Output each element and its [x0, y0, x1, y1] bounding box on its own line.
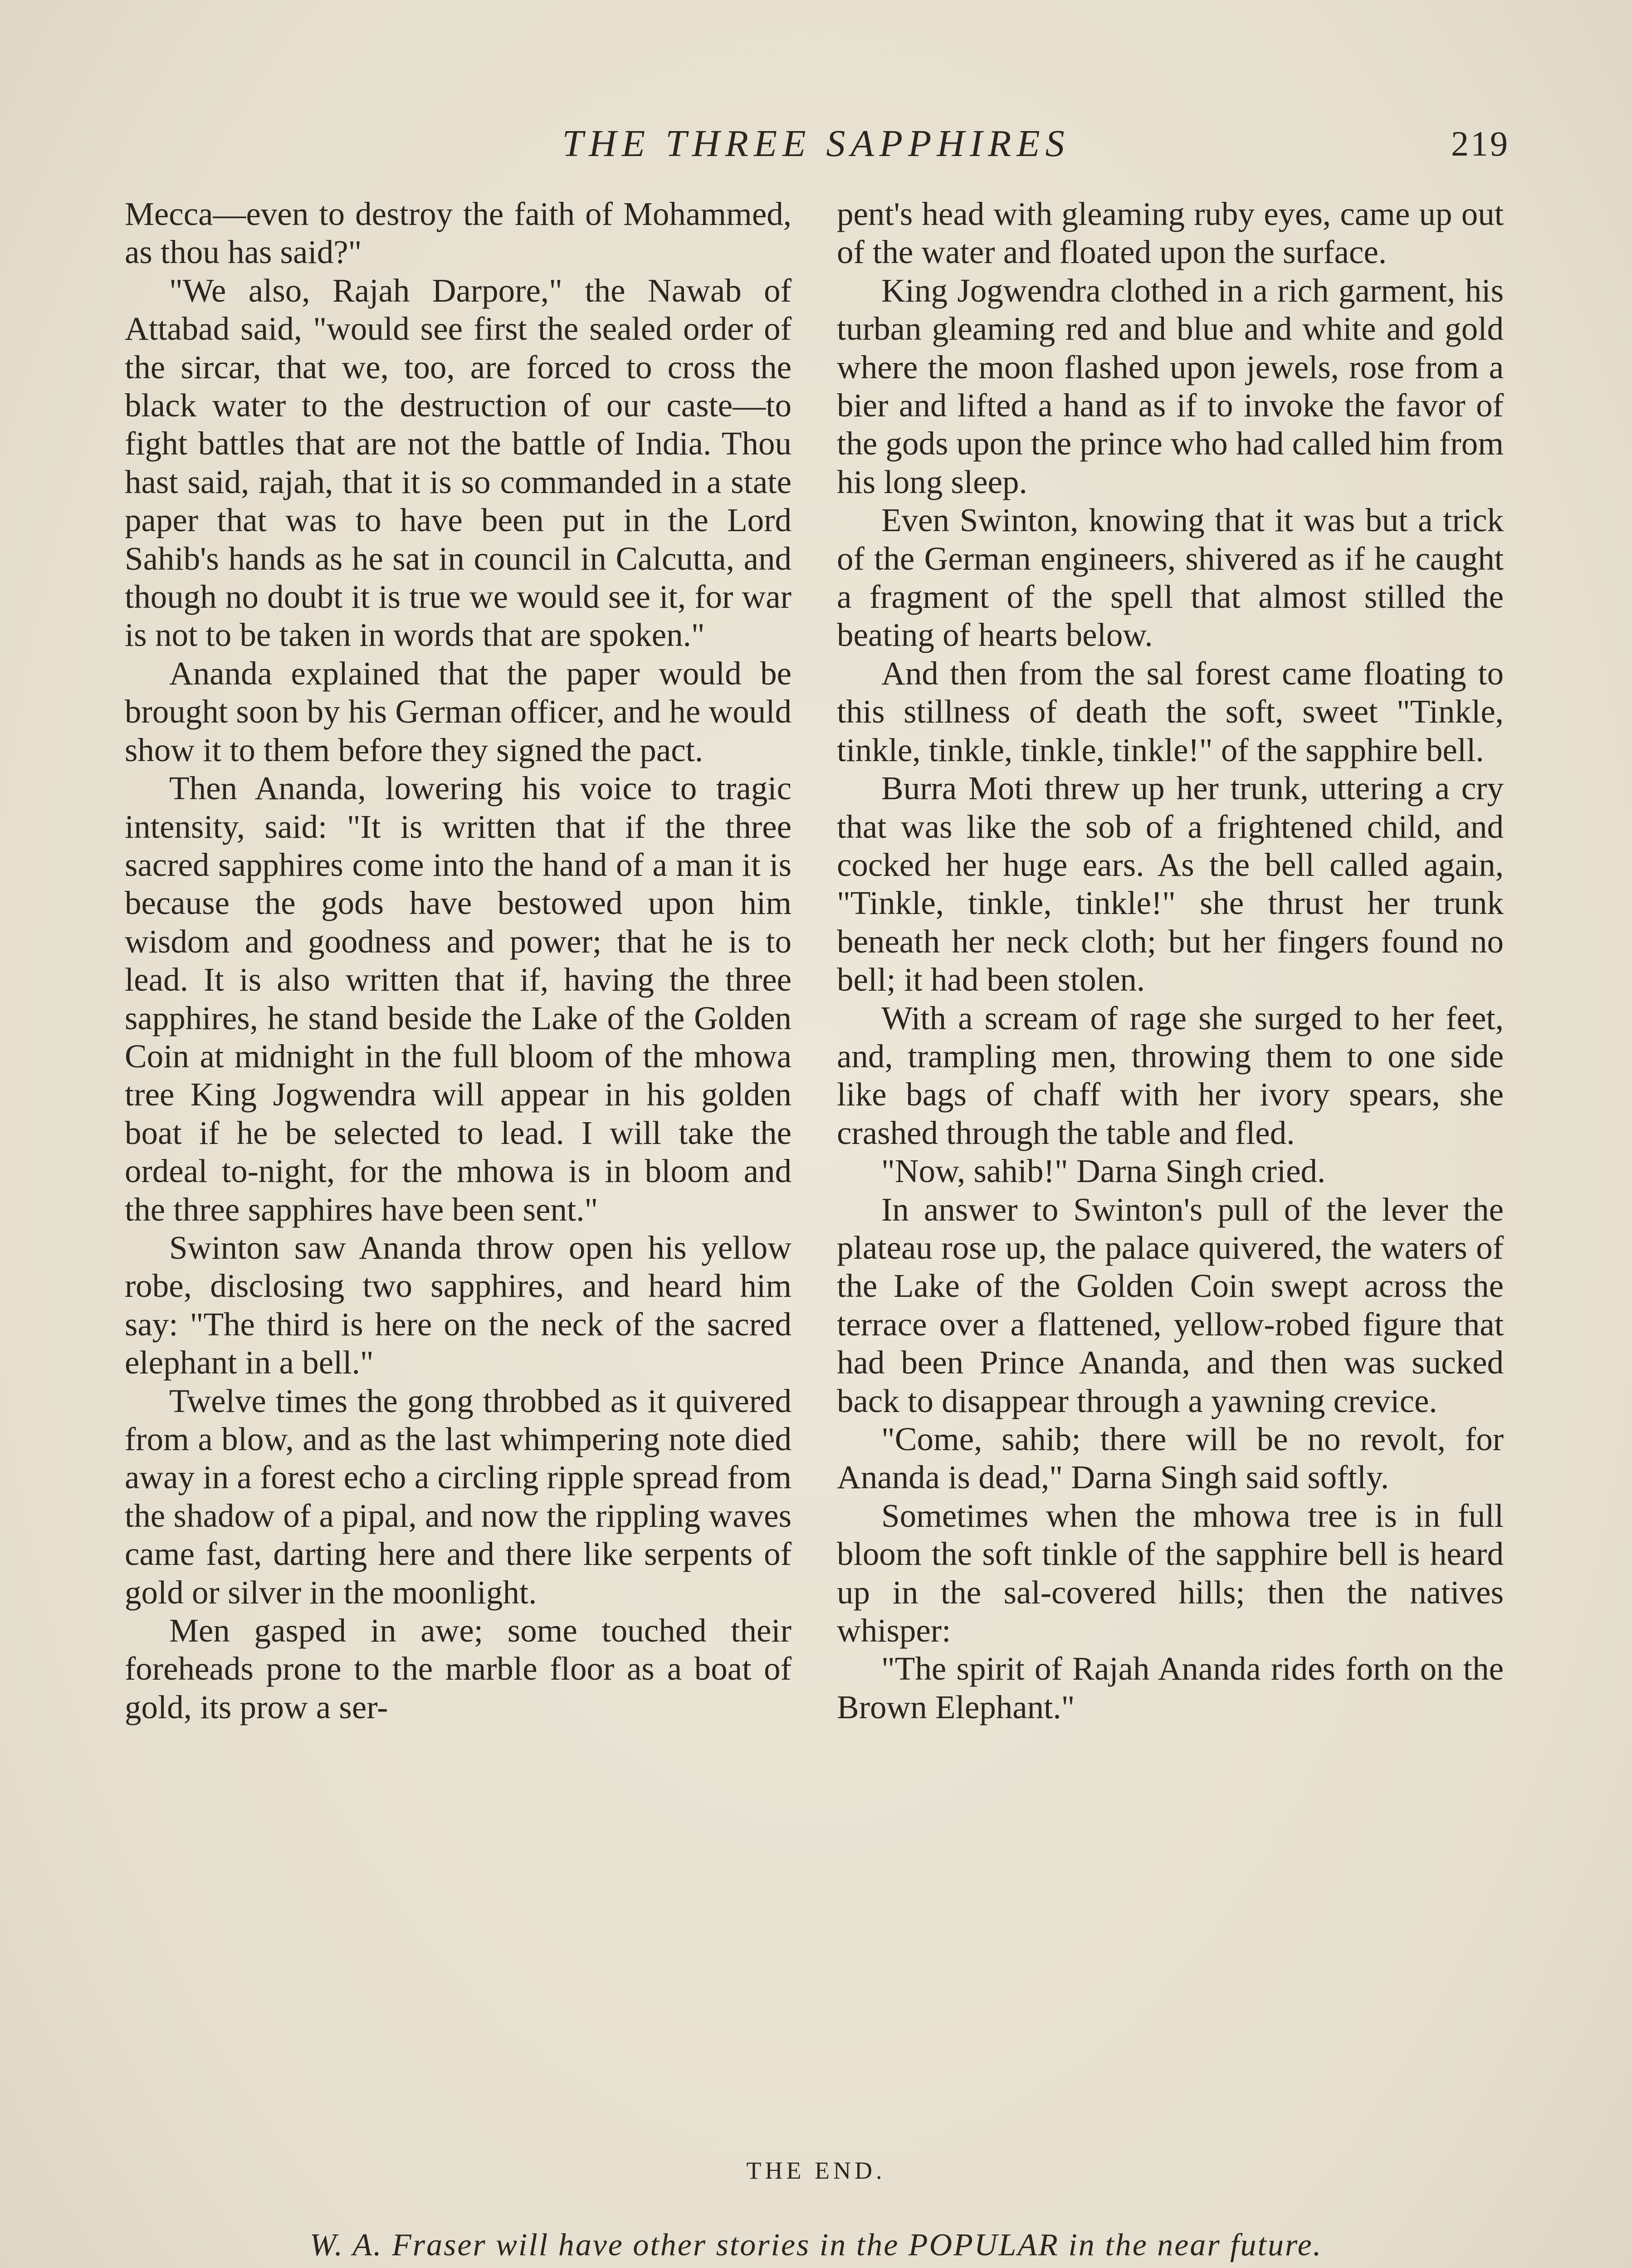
running-head — [122, 119, 1510, 169]
paragraph: With a scream of rage she surged to her feet, and, trampling men, throwing them to one side like bags of chaff with her ivory spears, she crashed through the table and fled. — [837, 999, 1504, 1151]
paragraph: Even Swinton, knowing that it was but a trick of the German engineers, shivered as if he caught a fragment of the spell that almost stilled the beating of hearts below. — [837, 502, 1504, 654]
paragraph: And then from the sal forest came floating to this stillness of death the soft, sweet "Tinkle, tinkle, tinkle, tinkle, tinkle!" of the sapphire bell. — [837, 655, 1504, 768]
paragraph: King Jogwendra clothed in a rich garment, his turban gleaming red and blue and white and gold where the moon flashed upon jewels, rose from a bier and lifted a hand as if to invoke the favor of the gods upon the prince who had called him from his long sleep. — [837, 272, 1504, 500]
paragraph: "We also, Rajah Darpore," the Nawab of Attabad said, "would see first the sealed order of the sircar, that we, too, are forced to cross the black water to the destruction of our caste—to fight battles that are not the battle of India. Thou hast said, rajah, that it is so commanded in a state paper that was to have been put in the Lord Sahib's hands as he sat in council in Calcutta, and though no doubt it is true we would see it, for war is not to be taken in words that are spoken." — [125, 272, 792, 654]
left-column — [125, 195, 792, 1726]
paragraph: Then Ananda, lowering his voice to tragic intensity, said: "It is written that if the three sacred sapphires come into the hand of a man it is because the gods have bestowed upon him wisdom and goodness and power; that he is to lead. It is also written that if, having the three sapphires, he stand beside the Lake of the Golden Coin at midnight in the full bloom of the mhowa tree King Jogwendra will appear in his golden boat if he be selected to lead. I will take the ordeal to-night, for the mhowa is in bloom and the three sapphires have been sent." — [125, 770, 792, 1228]
paragraph: In answer to Swinton's pull of the lever the plateau rose up, the palace quivered, the waters of the Lake of the Golden Coin swept across the terrace over a flattened, yellow-robed figure that had been Prince Ananda, and then was sucked back to disappear through a yawning crevice. — [837, 1191, 1504, 1419]
paragraph: "Come, sahib; there will be no revolt, for Ananda is dead," Darna Singh said softly. — [837, 1421, 1504, 1496]
the-end-marker: THE END. — [746, 2157, 886, 2184]
paragraph: Men gasped in awe; some touched their foreheads prone to the marble floor as a boat of gold, its prow a ser- — [125, 1612, 792, 1725]
text-columns — [125, 195, 1504, 2127]
paragraph: "Now, sahib!" Darna Singh cried. — [881, 1153, 1326, 1190]
running-title: THE THREE SAPPHIRES — [562, 122, 1070, 165]
paragraph: Burra Moti threw up her trunk, uttering a cry that was like the sob of a frightened child, and cocked her huge ears. As the bell called again, "Tinkle, tinkle, tinkle!" she thrust her trunk beneath her neck cloth; but her fingers found no bell; it had been stolen. — [837, 770, 1504, 998]
right-column — [837, 195, 1504, 1726]
paragraph: pent's head with gleaming ruby eyes, came up out of the water and floated upon the surface. — [837, 196, 1504, 271]
paragraph: "The spirit of Rajah Ananda rides forth on the Brown Elephant." — [837, 1650, 1504, 1725]
paragraph: Mecca—even to destroy the faith of Mohammed, as thou has said?" — [125, 196, 792, 271]
paragraph: Twelve times the gong throbbed as it quivered from a blow, and as the last whimpering note died away in a forest echo a circling ripple spread from the shadow of a pipal, and now the rippling waves came fast, darting here and there like serpents of gold or silver in the moonlight. — [125, 1382, 792, 1611]
paragraph: Swinton saw Ananda throw open his yellow robe, disclosing two sapphires, and heard him say: "The third is here on the neck of the sacred elephant in a bell." — [125, 1229, 792, 1381]
paragraph: Sometimes when the mhowa tree is in full bloom the soft tinkle of the sapphire bell is heard up in the sal-covered hills; then the natives whisper: — [837, 1497, 1504, 1649]
author-note: W. A. Fraser will have other stories in the POPULAR in the near future. — [309, 2228, 1323, 2263]
paragraph: Ananda explained that the paper would be brought soon by his German officer, and he would show it to them before they signed the pact. — [125, 655, 792, 768]
page-number: 219 — [1451, 124, 1510, 163]
